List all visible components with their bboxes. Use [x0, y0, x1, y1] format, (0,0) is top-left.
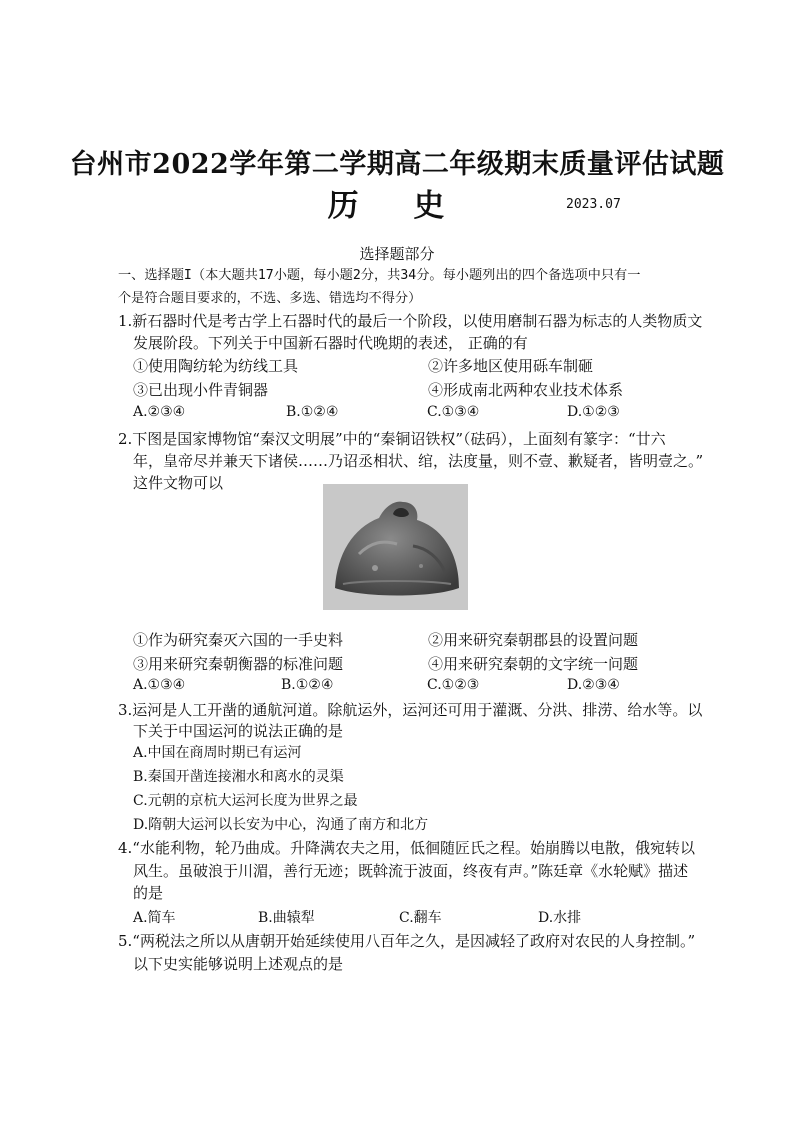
- exam-title: 台州市2022学年第二学期高二年级期末质量评估试题: [69, 149, 725, 180]
- q1-item-1: ①使用陶纺轮为纺线工具: [133, 357, 299, 375]
- q2-item-3: ③用来研究秦朝衡器的标准问题: [133, 655, 344, 673]
- q2-stem-line1: 2.下图是国家博物馆“秦汉文明展”中的“秦铜诏铁权”（砝码），上面刻有篆字：“廿六: [118, 430, 666, 448]
- q3-option-d[interactable]: D.隋朝大运河以长安为中心，沟通了南方和北方: [133, 817, 429, 833]
- q2-item-4: ④用来研究秦朝的文字统一问题: [428, 655, 639, 673]
- q2-item-1: ①作为研究秦灭六国的一手史料: [133, 631, 344, 649]
- q4-choice-b[interactable]: B.曲辕犁: [258, 910, 315, 926]
- section-instruction-line1: 一、选择题I（本大题共17小题，每小题2分，共34分。每小题列出的四个备选项中只有一: [118, 268, 641, 283]
- section-instruction-line2: 个是符合题目要求的，不选、多选、错选均不得分）: [118, 291, 422, 306]
- q1-choice-b[interactable]: B.①②④: [286, 404, 339, 420]
- q5-stem-line2: 以下史实能够说明上述观点的是: [133, 955, 344, 973]
- q1-item-2: ②许多地区使用砾车制砸: [428, 357, 594, 375]
- q2-stem-line3: 这件文物可以: [133, 474, 224, 492]
- q3-option-b[interactable]: B.秦国开凿连接湘水和离水的灵渠: [133, 769, 344, 785]
- q2-choice-b[interactable]: B.①②④: [281, 677, 334, 693]
- q4-choice-c[interactable]: C.翻车: [399, 910, 442, 926]
- q2-choice-a[interactable]: A.①③④: [133, 677, 186, 693]
- subject-title: 历 史: [327, 188, 467, 224]
- section-heading: 选择题部分: [359, 245, 435, 263]
- q4-stem-line3: 的是: [133, 884, 164, 902]
- q2-item-2: ②用来研究秦朝郡县的设置问题: [428, 631, 639, 649]
- q1-stem-line1: 1.新石器时代是考古学上石器时代的最后一个阶段，以使用磨制石器为标志的人类物质文: [118, 312, 703, 330]
- q2-stem-line2: 年，皇帝尽并兼天下诸侯……乃诏丞相状、绾，法度量，则不壹、歉疑者，皆明壹之。”: [133, 452, 704, 470]
- q3-option-c[interactable]: C.元朝的京杭大运河长度为世界之最: [133, 793, 358, 809]
- q4-choice-a[interactable]: A.简车: [133, 910, 176, 926]
- exam-date: 2023.07: [566, 197, 621, 212]
- q1-item-4: ④形成南北两种农业技术体系: [428, 381, 624, 399]
- q4-stem-line1: 4.“水能利物，轮乃曲成。升降满农夫之用，低徊随匠氏之程。始崩腾以电散，俄宛转以: [118, 839, 695, 857]
- q3-stem-line1: 3.运河是人工开凿的通航河道。除航运外，运河还可用于灌溉、分洪、排涝、给水等。以: [118, 701, 703, 719]
- q2-choice-d[interactable]: D.②③④: [567, 677, 620, 693]
- q1-item-3: ③已出现小件青铜器: [133, 381, 269, 399]
- q4-stem-line2: 风生。虽破浪于川湄，善行无迹；既斡流于波面，终夜有声。”陈廷章《水轮赋》描述: [133, 862, 689, 880]
- q5-stem-line1: 5.“两税法之所以从唐朝开始延续使用八百年之久，是因减轻了政府对农民的人身控制。”: [118, 932, 696, 950]
- q2-choice-c[interactable]: C.①②③: [427, 677, 480, 693]
- q3-option-a[interactable]: A.中国在商周时期已有运河: [133, 745, 302, 761]
- q4-choice-d[interactable]: D.水排: [538, 910, 582, 926]
- q1-choice-d[interactable]: D.①②③: [567, 404, 620, 420]
- q1-stem-line2: 发展阶段。下列关于中国新石器时代晚期的表述， 正确的有: [133, 334, 528, 352]
- q3-stem-line2: 下关于中国运河的说法正确的是: [133, 722, 344, 740]
- bronze-weight-photo: [323, 484, 468, 610]
- q1-choice-a[interactable]: A.②③④: [133, 404, 186, 420]
- q1-choice-c[interactable]: C.①③④: [427, 404, 480, 420]
